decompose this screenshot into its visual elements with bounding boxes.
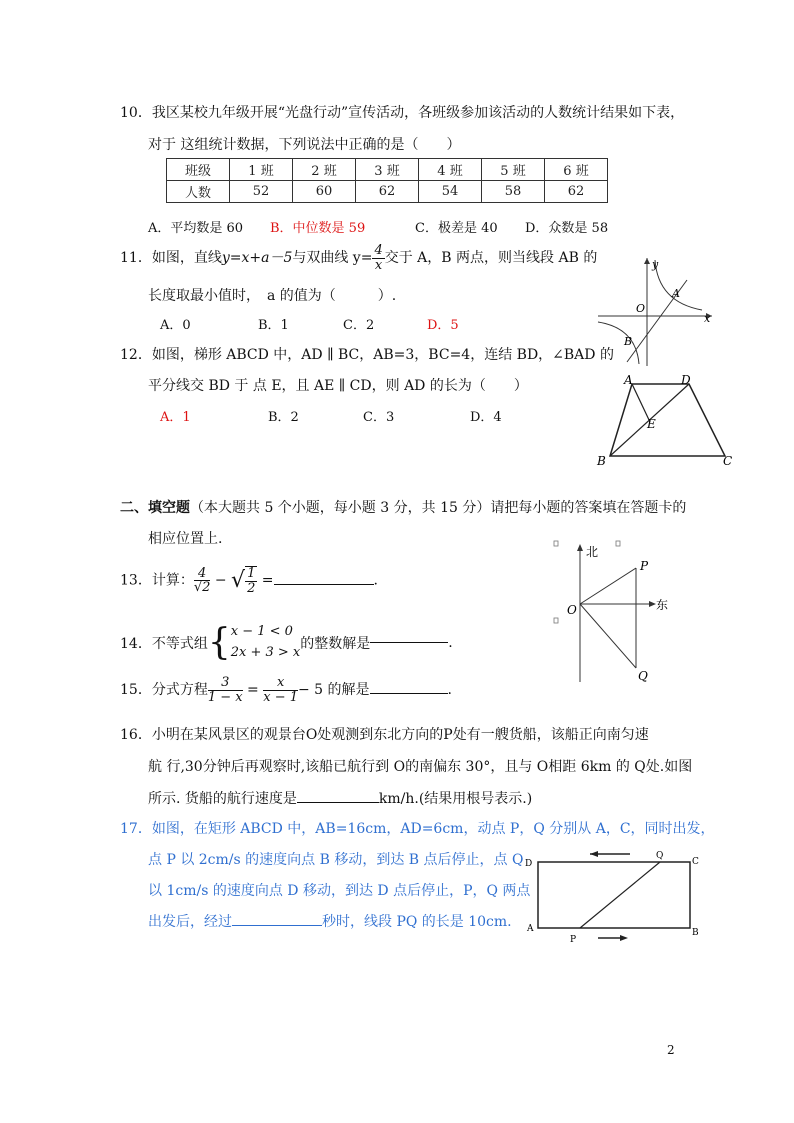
table-cell: 52 [230,181,293,203]
q15-end: . [447,682,452,699]
vertex-d-label: D [525,859,533,869]
q15-prefix: 15．分式方程 [120,682,208,699]
q17-line2: 点 P 以 2cm/s 的速度向点 B 移动，到达 B 点后停止，点 Q [148,852,524,868]
q11-line-eq: y=x+a－5 [221,250,293,267]
fraction-numerator: 1 [247,566,256,581]
q13-prefix: 13．计算： [120,572,194,589]
q15-answer-blank[interactable] [370,693,448,694]
q11-option-d: D．5 [427,318,459,333]
fraction-denominator: x [374,257,383,273]
q13-fraction-1 [194,567,211,595]
table-cell: 3 班 [356,159,419,181]
fraction-numerator: 3 [208,676,243,691]
q11-option-b: B．1 [258,318,289,333]
section2-line2: 相应位置上. [148,531,223,547]
small-square-icon [616,541,620,546]
q12-option-a: A．1 [160,410,191,425]
q17-answer-blank[interactable] [232,925,322,926]
point-e-label: E [647,417,656,431]
q11-line1 [120,244,597,272]
origin-label: O [636,302,646,315]
q17-line4-start: 出发后，经过 [148,914,232,930]
q13-line [120,566,378,595]
point-o-label: O [567,603,577,617]
table-row [167,181,608,203]
q16-line3-start: 所示. 货船的航行速度是 [148,791,297,807]
point-a-label: A [672,287,680,300]
y-axis-label: y [652,258,659,271]
point-p-label: P [640,559,649,573]
sqrt-sign-icon: √ [231,568,246,594]
table-cell: 班级 [167,159,230,181]
q10-line1: 10．我区某校九年级开展“光盘行动”宣传活动，各班级参加该活动的人数统计结果如下表， [120,105,685,121]
q14-prefix: 14．不等式组 [120,635,208,652]
q12-trapezoid-figure [592,372,742,472]
vertex-c-label: C [692,857,699,867]
q13-fraction-2 [245,566,257,595]
q13-end: . [373,572,378,589]
table-cell: 54 [419,181,482,203]
q14-line [120,622,453,664]
q10-option-c: C．极差是 40 [415,221,498,236]
table-cell: 60 [293,181,356,203]
table-cell: 1 班 [230,159,293,181]
vertex-b-label: B [597,454,606,468]
brace-icon: { [207,621,231,663]
q16-line1: 16．小明在某风景区的观景台O处观测到东北方向的P处有一艘货船，该船正向南匀速 [120,727,649,743]
q12-option-c: C．3 [363,410,395,425]
q14-end: . [448,634,453,651]
q14-answer-blank[interactable] [370,642,448,643]
table-cell: 4 班 [419,159,482,181]
q10-option-b: B．中位数是 59 [270,221,366,236]
fraction-numerator: 4 [374,243,383,258]
vertex-d-label: D [681,373,691,387]
q17-line3: 以 1cm/s 的速度向点 D 移动，到达 D 点后停止，P，Q 两点 [148,883,531,899]
q11-prefix: 11．如图，直线 [120,250,222,267]
vertex-a-label: A [624,373,633,387]
q10-line2: 对于 这组统计数据，下列说法中正确的是（ ） [148,137,461,153]
q17-line4-end: 秒时，线段 PQ 的长是 10cm. [322,914,512,930]
point-q-label: Q [638,669,648,683]
q15-fraction-1 [208,676,243,704]
fraction-denominator: 1 − x [207,689,243,705]
q17-rectangle-figure [520,848,710,948]
table-cell: 58 [482,181,545,203]
q16-line2: 航 行,30分钟后再观察时,该船已航行到 O的南偏东 30°，且与 O相距 6km 的 Q处.如图 [148,759,693,775]
point-b-label: B [624,335,633,348]
q13-minus: − [214,572,227,589]
small-square-icon [554,541,558,546]
table-cell: 62 [356,181,419,203]
fraction-denominator: 2 [247,580,256,596]
q10-table [166,158,608,203]
q14-system [231,622,301,664]
q15-line [120,676,452,704]
table-cell: 6 班 [545,159,608,181]
q17-line1: 17．如图，在矩形 ABCD 中，AB=16cm，AD=6cm，动点 P，Q 分别从 A，C，同时出发， [120,821,715,837]
table-cell: 2 班 [293,159,356,181]
vertex-b-label: B [692,928,699,938]
fraction-numerator: x [263,676,298,691]
page-number: 2 [667,1043,675,1057]
q11-option-c: C．2 [343,318,375,333]
q14-suffix: 的整数解是 [300,635,371,652]
table-cell: 人数 [167,181,230,203]
inequality-row-2: 2x + 3 > x [230,644,301,660]
vertex-c-label: C [723,454,733,468]
point-q-label: Q [656,851,664,861]
q17-line4 [148,911,512,931]
q16-line3 [148,788,532,808]
x-axis-label: x [704,312,711,325]
q11-mid: 与双曲线 y= [292,250,373,267]
vertex-a-label: A [527,924,534,934]
section2-desc: （本大题共 5 个小题，每小题 3 分，共 15 分）请把每小题的答案填在答题卡的 [190,500,687,516]
q11-suffix: 交于 A，B 两点，则当线段 AB 的 [384,250,598,267]
q12-option-b: B．2 [268,410,299,425]
q16-answer-blank[interactable] [297,802,379,803]
point-p-label: P [570,935,577,945]
north-label: 北 [586,545,599,559]
table-cell: 62 [545,181,608,203]
fraction-denominator: x − 1 [263,689,298,705]
section2-title: 二、填空题 [120,500,190,516]
q12-line1: 12．如图，梯形 ABCD 中，AD ∥ BC，AB=3，BC=4，连结 BD，∠BAD 的 [120,347,614,363]
east-label: 东 [656,598,669,612]
fraction-numerator: 4 [194,567,211,582]
q12-line2: 平分线交 BD 于 点 E，且 AE ∥ CD，则 AD 的长为（ ） [148,378,528,394]
section2-heading [120,497,686,517]
q15-tail: − 5 的解是 [298,682,370,699]
q11-fraction [372,244,384,272]
q15-equals: = [247,682,259,699]
q15-fraction-2 [263,676,298,704]
q10-option-d: D．众数是 58 [525,221,609,236]
q12-option-d: D．4 [470,410,502,425]
q16-line3-end: km/h.(结果用根号表示.) [378,791,533,807]
q16-navigation-figure [552,538,682,686]
q11-option-a: A．0 [160,318,191,333]
inequality-row-1: x − 1 < 0 [230,624,293,639]
q13-equals: = [261,572,274,589]
q13-answer-blank[interactable] [274,584,374,585]
small-square-icon [554,618,558,623]
table-row [167,159,608,181]
table-cell: 5 班 [482,159,545,181]
fraction-denominator: √2 [193,580,211,596]
q11-line2: 长度取最小值时， a 的值为（ ）. [148,288,397,304]
q10-option-a: A．平均数是 60 [148,221,244,236]
